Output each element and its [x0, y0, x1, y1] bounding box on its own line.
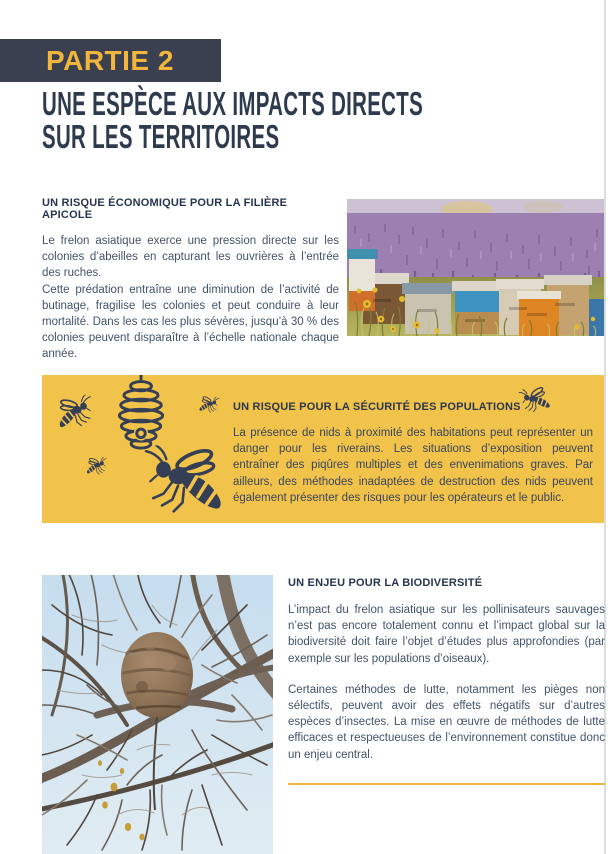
page-title-line2: SUR LES TERRITOIRES: [42, 118, 280, 155]
section-risque-economique: [42, 197, 339, 363]
beehives-lavender-photo: [347, 199, 604, 336]
page-title: [42, 87, 423, 153]
section-heading-securite: UN RISQUE POUR LA SÉCURITÉ DES POPULATIONS: [233, 401, 521, 413]
biodiversite-paragraph-1: L’impact du frelon asiatique sur les pollinisateurs sauvages n’est pas encore totalement connu et l’impact global sur la biodiversité doit faire l’objet d’études plus approfondies (par exemple sur les populations d’oiseaux).: [288, 604, 605, 665]
hornet-icon: [85, 457, 108, 476]
securite-paragraph: La présence de nids à proximité des habitations peut représenter un danger pour les riverains. Les situations d’exposition peuvent entraîner des piqûres multiples et des envenimations graves. Par ailleurs, des méthodes inadaptées de destruction des nids peuvent également présenter des risques pour les opérateurs et le public.: [233, 427, 593, 504]
hornet-nest-photo: [42, 575, 273, 854]
section-biodiversite: [288, 577, 605, 785]
part-badge: [0, 39, 221, 82]
callout-securite-populations: [42, 375, 604, 523]
section-heading-biodiversite: UN ENJEU POUR LA BIODIVERSITÉ: [288, 577, 483, 589]
hornet-icon: [140, 445, 228, 519]
hornet-icon: [53, 393, 97, 432]
apicole-paragraph-1: Le frelon asiatique exerce une pression directe sur les colonies d’abeilles en capturant les ouvrières à l’entrée des ruches.: [42, 235, 339, 280]
hornet-icon: [517, 384, 554, 417]
apicole-paragraph-2: Cette prédation entraîne une diminution de l’activité de butinage, fragilise les colonies et peut conduire à leur mortalité. Dans les cas les plus sévères, jusqu’à 30 % des colonies peuvent disparaître à l’échelle nationale chaque année.: [42, 283, 339, 361]
yellow-divider: [288, 783, 605, 785]
page-title-line1: UNE ESPÈCE AUX IMPACTS DIRECTS: [42, 85, 424, 122]
biodiversite-paragraph-2: Certaines méthodes de lutte, notamment les pièges non sélectifs, peuvent avoir des effets négatifs sur d’autres espèces d’insectes. La mise en œuvre de méthodes de lutte efficaces et respectueuses de l’environnement constitue donc un enjeu central.: [288, 683, 605, 761]
skep-beehive-icon: [108, 375, 174, 451]
hornet-icon: [197, 395, 221, 415]
part-label: PARTIE 2: [46, 44, 174, 76]
section-heading-apicole: UN RISQUE ÉCONOMIQUE POUR LA FILIÈRE APICOLE: [42, 197, 288, 221]
